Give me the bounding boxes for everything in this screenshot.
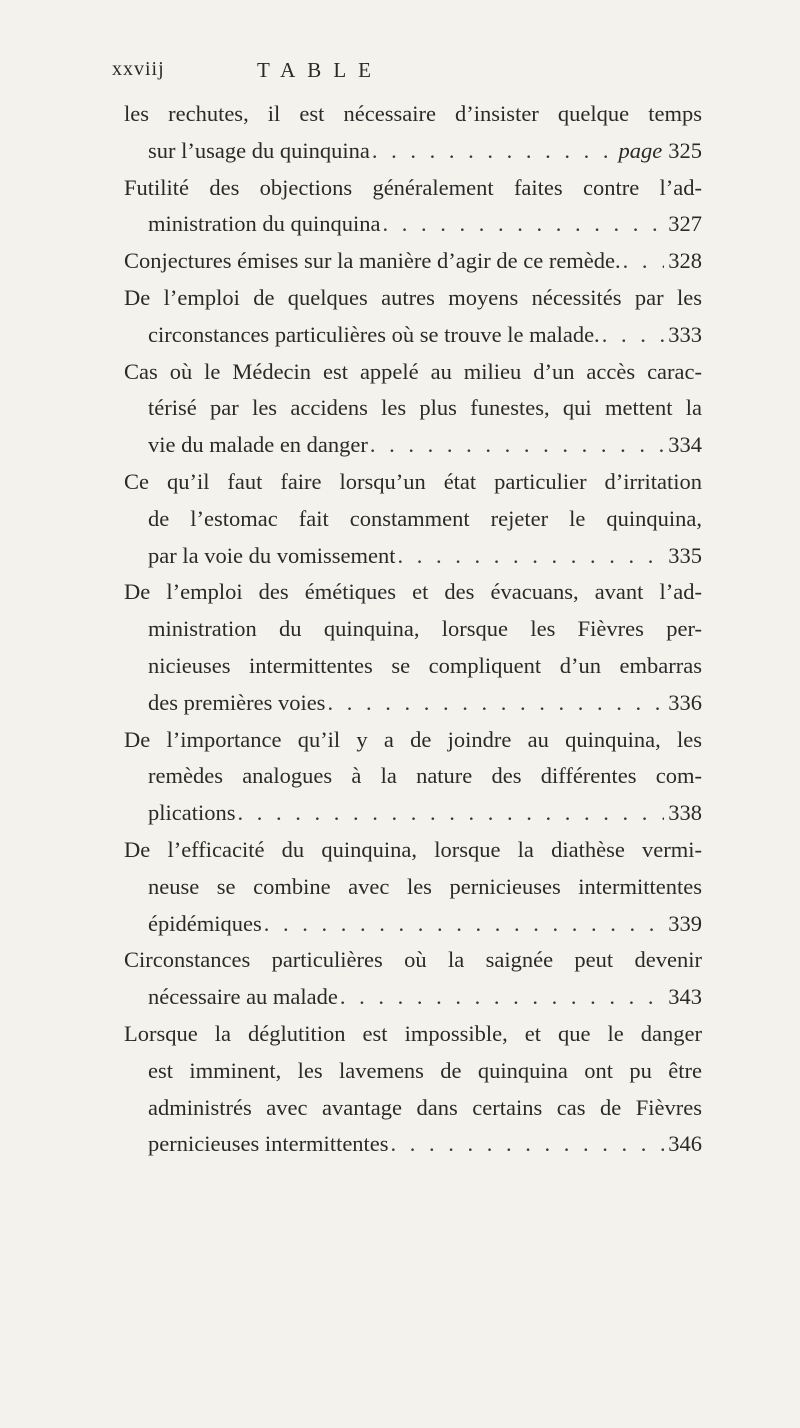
entry-page-ref: [668, 906, 702, 943]
toc-entry: [124, 1016, 702, 1163]
dot-leader: [340, 979, 664, 1016]
entry-text: par la voie du vomissement: [148, 542, 396, 568]
entry-text: térisé par les accidens les plus funestes, qui mettent la: [148, 395, 702, 421]
page-number-ref: 338: [668, 800, 702, 826]
entry-text: vie du malade en danger: [148, 432, 368, 458]
toc-entry-line: [124, 317, 702, 354]
page-number-ref: 335: [668, 542, 702, 568]
entry-text: pernicieuses intermittentes: [148, 1131, 389, 1157]
entry-text: Lorsque la déglutition est impossible, et que le danger: [124, 1020, 702, 1046]
entry-text: circonstances particulières où se trouve le malade.: [148, 321, 600, 347]
entry-text: De l’emploi de quelques autres moyens nécessités par les: [124, 284, 702, 310]
toc-entry: [124, 464, 702, 574]
entry-page-ref: [668, 1126, 702, 1163]
entry-page-ref: [668, 685, 702, 722]
toc-entry-line: [124, 869, 702, 906]
toc-entry-line: [124, 133, 702, 170]
toc-entry-line: [124, 574, 702, 611]
toc-entry-line: [124, 170, 702, 207]
page-number-ref: 334: [668, 432, 702, 458]
dot-leader: [370, 427, 664, 464]
entry-page-ref: [619, 133, 703, 170]
entry-page-ref: [668, 243, 702, 280]
toc-entry-line: [124, 354, 702, 391]
toc-entry-line: [124, 1016, 702, 1053]
toc-entry-line: [124, 611, 702, 648]
toc-entry-line: [124, 685, 702, 722]
entry-page-ref: [668, 427, 702, 464]
dot-leader: [327, 685, 664, 722]
entry-text: Conjectures émises sur la manière d’agir de ce remède.: [124, 248, 621, 274]
entry-page-ref: [668, 538, 702, 575]
toc-entry-line: [124, 280, 702, 317]
dot-leader: [382, 206, 664, 243]
entry-text: De l’efficacité du quinquina, lorsque la diathèse vermi-: [124, 836, 702, 862]
page-label: page: [618, 137, 663, 163]
toc-entry: [124, 832, 702, 942]
page-number-ref: 333: [668, 321, 702, 347]
toc-entry-line: [124, 96, 702, 133]
entry-text: est imminent, les lavemens de quinquina ont pu être: [148, 1057, 702, 1083]
toc-entry: [124, 354, 702, 464]
toc-entry: [124, 170, 702, 244]
entry-page-ref: [668, 206, 702, 243]
entry-text: Cas où le Médecin est appelé au milieu d’un accès carac-: [124, 358, 702, 384]
toc-entry-line: [124, 501, 702, 538]
entry-text: neuse se combine avec les pernicieuses intermittentes: [148, 873, 702, 899]
page-number-ref: 343: [668, 984, 702, 1010]
page-number-ref: 328: [668, 248, 702, 274]
entry-page-ref: [668, 317, 702, 354]
toc-entry: [124, 722, 702, 832]
toc-entry-line: [124, 942, 702, 979]
page-number-ref: 327: [668, 211, 702, 237]
toc-entry-line: [124, 1090, 702, 1127]
entry-text: nicieuses intermittentes se compliquent d’un embarras: [148, 652, 702, 678]
toc-entry-line: [124, 979, 702, 1016]
entry-text: épidémiques: [148, 910, 262, 936]
page-number-ref: 339: [668, 910, 702, 936]
entry-page-ref: [668, 795, 702, 832]
entry-text: remèdes analogues à la nature des différentes com-: [148, 763, 702, 789]
toc-entry: [124, 96, 702, 170]
entry-text: ministration du quinquina, lorsque les Fièvres per-: [148, 616, 702, 642]
entry-text: ministration du quinquina: [148, 211, 381, 237]
entry-text: Ce qu’il faut faire lorsqu’un état particulier d’irritation: [124, 468, 702, 494]
entry-text: De l’importance qu’il y a de joindre au quinquina, les: [124, 726, 702, 752]
entry-text: des premières voies: [148, 689, 326, 715]
toc-entry-line: [124, 795, 702, 832]
toc-entry-line: [124, 427, 702, 464]
dot-leader: [264, 906, 665, 943]
dot-leader: [623, 243, 665, 280]
entry-text: les rechutes, il est nécessaire d’insister quelque temps: [124, 101, 702, 126]
page-number-ref: 336: [668, 689, 702, 715]
page-number-ref: 325: [668, 137, 702, 163]
toc-entry-line: [124, 1126, 702, 1163]
entry-text: De l’emploi des émétiques et des évacuans, avant l’ad-: [124, 579, 702, 605]
toc-entry: [124, 942, 702, 1016]
entry-text: administrés avec avantage dans certains cas de Fièvres: [148, 1094, 702, 1120]
toc-entry: [124, 280, 702, 354]
toc-entry-line: [124, 390, 702, 427]
dot-leader: [372, 133, 615, 170]
page-number-ref: 346: [668, 1131, 702, 1157]
toc-entry-line: [124, 758, 702, 795]
toc-entry-line: [124, 243, 702, 280]
page-header: [112, 58, 692, 92]
running-title: TABLE: [257, 58, 383, 82]
entry-text: Circonstances particulières où la saignée peut devenir: [124, 947, 702, 973]
toc-entry-line: [124, 1053, 702, 1090]
entry-text: de l’estomac fait constamment rejeter le quinquina,: [148, 505, 702, 531]
entry-text: plications: [148, 800, 236, 826]
entry-page-ref: [668, 979, 702, 1016]
entry-text: Futilité des objections généralement faites contre l’ad-: [124, 174, 702, 200]
toc-entry-line: [124, 206, 702, 243]
dot-leader: [602, 317, 665, 354]
toc-entry-line: [124, 722, 702, 759]
dot-leader: [397, 538, 664, 575]
toc-entry: [124, 574, 702, 721]
toc-entry-line: [124, 648, 702, 685]
toc-entry-line: [124, 538, 702, 575]
page-number: xxviij: [112, 58, 165, 80]
toc-entry-line: [124, 464, 702, 501]
entry-text: sur l’usage du quinquina: [148, 137, 370, 163]
dot-leader: [237, 795, 664, 832]
table-of-contents: [124, 96, 702, 1163]
toc-entry-line: [124, 906, 702, 943]
toc-entry-line: [124, 832, 702, 869]
toc-entry: [124, 243, 702, 280]
dot-leader: [391, 1126, 665, 1163]
entry-text: nécessaire au malade: [148, 984, 338, 1010]
